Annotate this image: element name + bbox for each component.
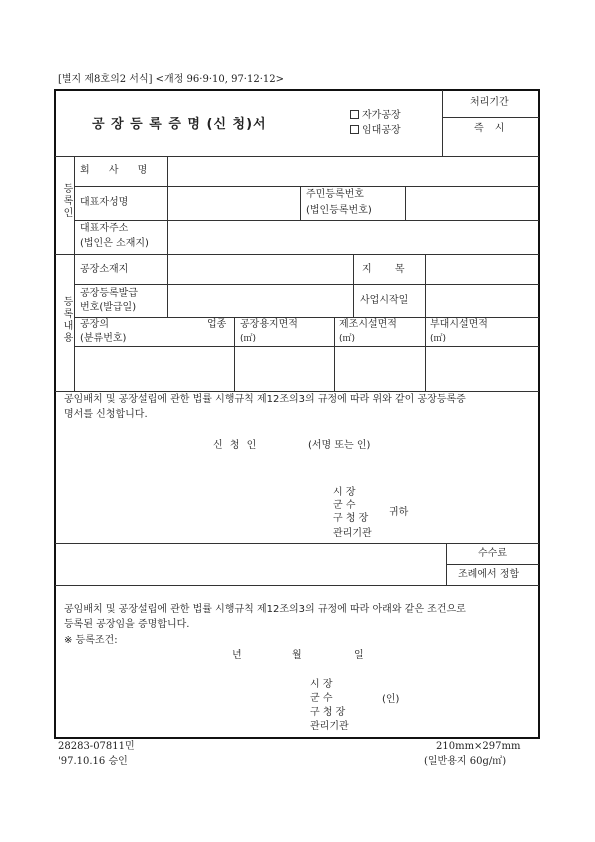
industry-label-b: 업종 bbox=[207, 319, 227, 330]
to-label: 귀하 bbox=[389, 507, 409, 518]
business-start-field[interactable] bbox=[429, 288, 534, 313]
mfg-area-label: 제조시설면적 bbox=[339, 319, 397, 330]
mfg-area-unit: (㎡) bbox=[339, 334, 356, 344]
aux-area-unit: (㎡) bbox=[430, 334, 447, 344]
cert-authority-county: 군 수 bbox=[310, 693, 333, 704]
form-title: 공 장 등 록 증 명 (신 청)서 bbox=[92, 117, 267, 132]
rep-name-label: 대표자성명 bbox=[80, 197, 129, 208]
authority-district: 구 청 장 bbox=[333, 513, 369, 524]
rep-address-sub: (법인은 소재지) bbox=[80, 238, 149, 249]
seal-label: (인) bbox=[382, 694, 400, 705]
resident-number-label: 주민등록번호 bbox=[306, 189, 364, 200]
paper-type: (일반용지 60g/㎡) bbox=[424, 756, 507, 767]
mfg-area-field[interactable] bbox=[338, 350, 421, 387]
date-day-label: 일 bbox=[354, 650, 364, 661]
option-leased-factory[interactable]: 임대공장 bbox=[350, 125, 401, 136]
aux-area-field[interactable] bbox=[429, 350, 534, 387]
authority-county: 군 수 bbox=[333, 500, 356, 511]
cert-authority-district: 구 청 장 bbox=[310, 707, 346, 718]
resident-number-sub: (법인등록번호) bbox=[306, 205, 372, 216]
processing-period-label: 처리기간 bbox=[470, 97, 509, 108]
cert-authority-agency: 관리기관 bbox=[310, 721, 349, 732]
authority-agency: 관리기관 bbox=[333, 528, 372, 539]
option-own-factory[interactable]: 자가공장 bbox=[350, 110, 401, 121]
applicant-label: 신 청 인 bbox=[213, 440, 259, 451]
checkbox[interactable] bbox=[350, 125, 359, 134]
rep-name-field[interactable] bbox=[172, 190, 294, 216]
company-name-field[interactable] bbox=[172, 160, 532, 182]
application-text-line2: 명서를 신청합니다. bbox=[64, 409, 148, 420]
site-area-unit: (㎡) bbox=[240, 334, 257, 344]
certification-text-line1: 공임배치 및 공장설립에 관한 법률 시행규칙 제12조의3의 규정에 따라 아래와 같은 조건으로 bbox=[64, 604, 466, 615]
cert-authority-mayor: 시 장 bbox=[310, 679, 333, 690]
site-area-label: 공장용지면적 bbox=[240, 319, 298, 330]
industry-label: 공장의 bbox=[80, 319, 109, 330]
checkbox[interactable] bbox=[350, 110, 359, 119]
date-month-label: 월 bbox=[292, 650, 302, 661]
business-start-label: 사업시작일 bbox=[360, 295, 409, 306]
cert-number-label: 공장등록발급 bbox=[80, 288, 138, 299]
industry-field[interactable] bbox=[78, 350, 230, 387]
approval-date: '97.10.16 승인 bbox=[58, 756, 128, 767]
land-category-label: 지 목 bbox=[362, 264, 415, 275]
form-reference: [별지 제8호의2 서식] <개정 96·9·10, 97·12·12> bbox=[58, 74, 284, 85]
factory-location-label: 공장소재지 bbox=[80, 264, 129, 275]
land-category-field[interactable] bbox=[429, 258, 534, 280]
application-text-line1: 공임배치 및 공장설립에 관한 법률 시행규칙 제12조의3의 규정에 따라 위와 같이 공장등록증 bbox=[64, 394, 466, 405]
resident-number-field[interactable] bbox=[409, 190, 534, 216]
date-year-label: 년 bbox=[232, 650, 242, 661]
processing-period-value: 즉 시 bbox=[474, 123, 509, 134]
signature-label: (서명 또는 인) bbox=[308, 440, 371, 451]
registration-side-label: 등록내용 bbox=[61, 296, 72, 344]
site-area-field[interactable] bbox=[238, 350, 330, 387]
certification-text-line2: 등록된 공장임을 증명합니다. bbox=[64, 619, 190, 630]
industry-sub: (분류번호) bbox=[80, 333, 127, 344]
fee-label: 수수료 bbox=[478, 548, 507, 559]
cert-number-field[interactable] bbox=[172, 288, 348, 313]
aux-area-label: 부대시설면적 bbox=[430, 319, 488, 330]
rep-address-field[interactable] bbox=[172, 224, 532, 250]
cert-number-sub: 번호(발급일) bbox=[80, 302, 137, 313]
company-name-label: 회 사 명 bbox=[80, 165, 156, 176]
form-number: 28283-07811민 bbox=[58, 741, 135, 752]
factory-location-field[interactable] bbox=[172, 258, 348, 280]
authority-mayor: 시 장 bbox=[333, 487, 356, 498]
rep-address-label: 대표자주소 bbox=[80, 223, 129, 234]
paper-size: 210mm×297mm bbox=[436, 741, 521, 752]
fee-value: 조례에서 정함 bbox=[458, 569, 520, 580]
registrant-side-label: 등록인 bbox=[61, 183, 72, 219]
registration-condition-label: ※ 등록조건: bbox=[64, 635, 118, 646]
